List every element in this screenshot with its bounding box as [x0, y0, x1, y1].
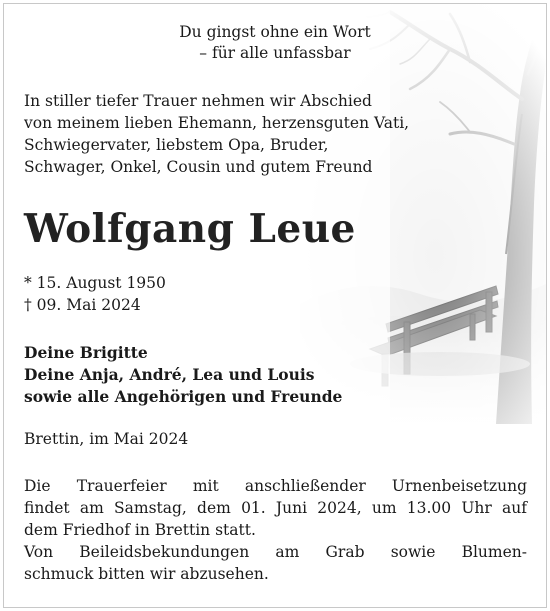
intro-text [24, 90, 409, 178]
mourner-line: Deine Anja, André, Lea und Louis [24, 365, 315, 384]
motto-line: Du gingst ohne ein Wort [179, 23, 371, 41]
notice-line: Von Beileidsbekundungen am Grab sowie Blumen- [24, 543, 527, 561]
notice-line: findet am Samstag, dem 01. Juni 2024, um 13.00 Uhr auf [24, 499, 527, 517]
notice-line: schmuck bitten wir abzusehen. [24, 565, 269, 583]
mourner-line: Deine Brigitte [24, 343, 148, 362]
mourners [24, 342, 342, 408]
intro-line: Schwager, Onkel, Cousin und gutem Freund [24, 158, 373, 176]
life-dates [24, 272, 166, 316]
place-date: Brettin, im Mai 2024 [24, 430, 189, 448]
mourner-line: sowie alle Angehörigen und Freunde [24, 387, 343, 406]
birth-date: * 15. August 1950 [24, 274, 166, 292]
death-date: † 09. Mai 2024 [24, 296, 141, 314]
deceased-name: Wolfgang Leue [24, 206, 356, 252]
intro-line: In stiller tiefer Trauer nehmen wir Abschied [24, 92, 372, 110]
motto [0, 22, 550, 64]
intro-line: von meinem lieben Ehemann, herzensguten Vati, [24, 114, 410, 132]
funeral-notice [24, 475, 527, 585]
notice-line: Die Trauerfeier mit anschließender Urnenbeisetzung [24, 477, 527, 495]
intro-line: Schwiegervater, liebstem Opa, Bruder, [24, 136, 329, 154]
motto-line: – für alle unfassbar [199, 44, 351, 62]
notice-line: dem Friedhof in Brettin statt. [24, 521, 256, 539]
